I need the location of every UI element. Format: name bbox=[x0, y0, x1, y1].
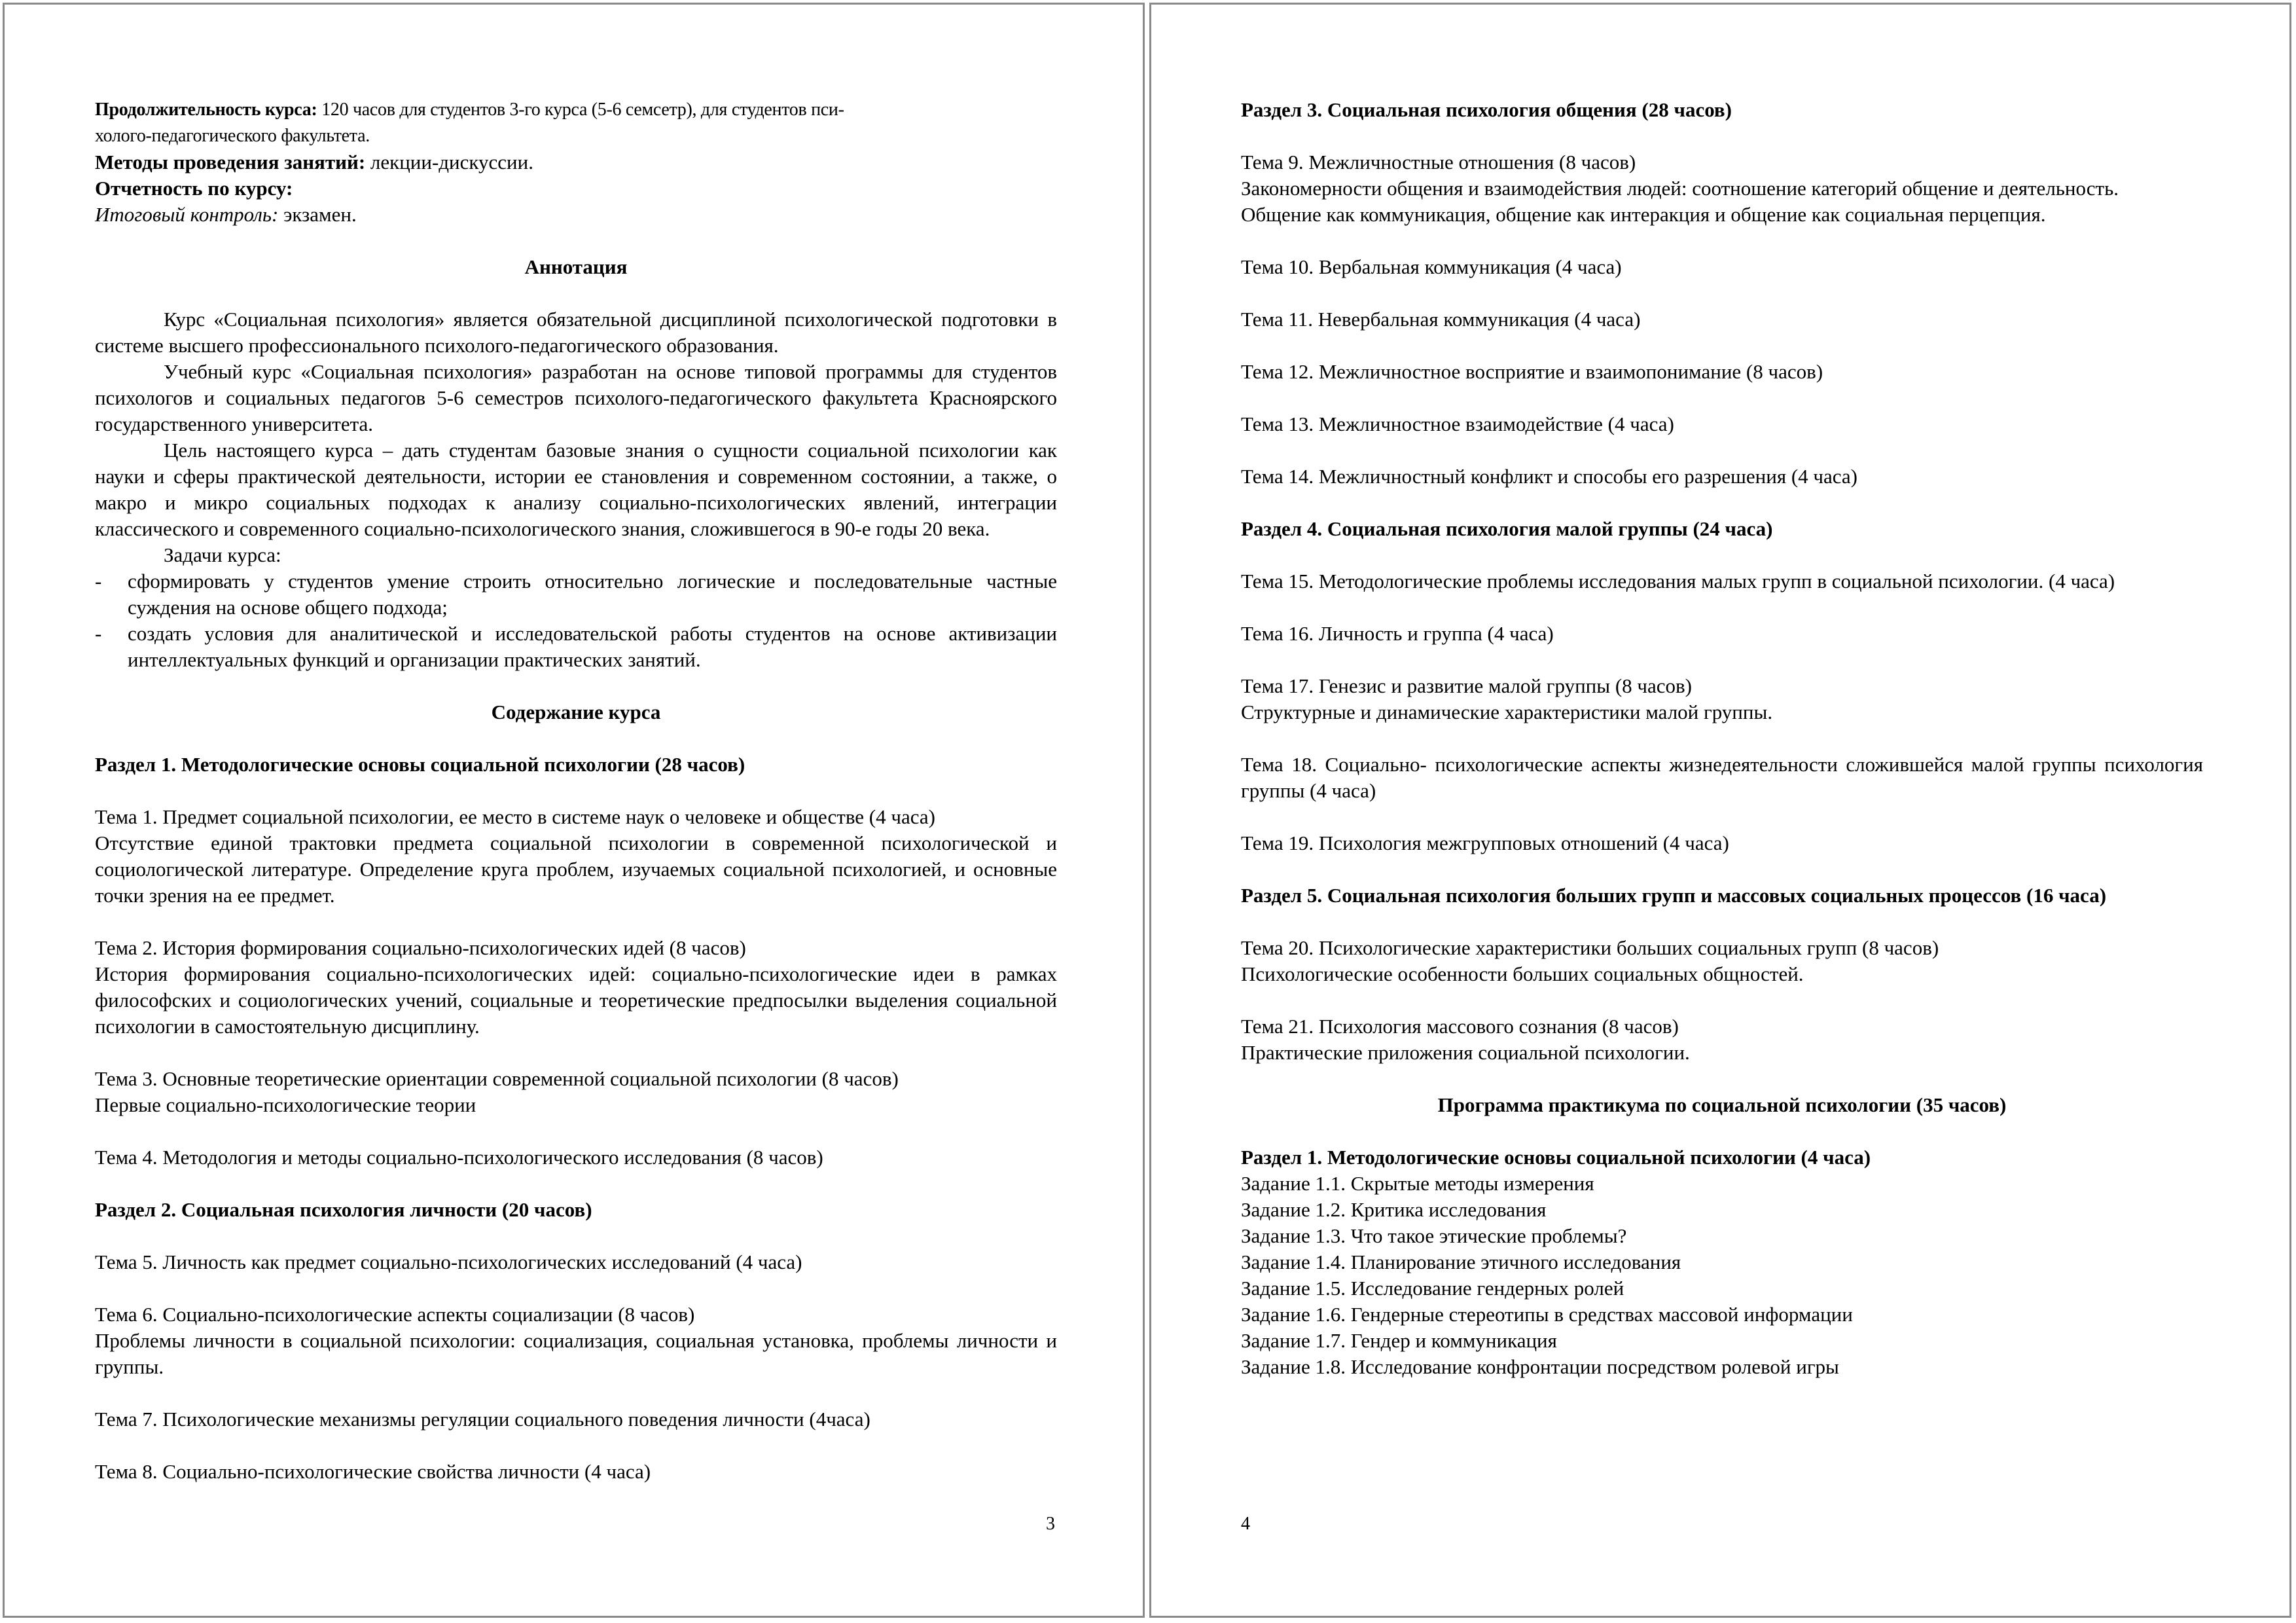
topic-17-description: Структурные и динамические характеристики малой группы. bbox=[1241, 701, 1773, 723]
practicum-heading: Программа практикума по социальной психологии (35 часов) bbox=[1437, 1093, 2007, 1116]
topic-19-title: Тема 19. Психология межгрупповых отношений (4 часа) bbox=[1241, 831, 1729, 854]
annotation-heading: Аннотация bbox=[524, 255, 628, 278]
course-duration-continued: холого-педагогического факультета. bbox=[95, 126, 370, 146]
teaching-methods bbox=[95, 149, 1057, 175]
topic-13-title: Тема 13. Межличностное взаимодействие (4 часа) bbox=[1241, 412, 1674, 435]
topic-4-title: Тема 4. Методология и методы социально-психологического исследования (8 часов) bbox=[95, 1146, 823, 1169]
topic-15-title: Тема 15. Методологические проблемы исследования малых групп в социальной психологии. (4 часа) bbox=[1241, 570, 2115, 593]
topic-18-title: Тема 18. Социально- психологические аспекты жизнедеятельности сложившейся малой группы психология группы (4 часа) bbox=[1241, 753, 2203, 802]
assignment-item: Задание 1.1. Скрытые методы измерения bbox=[1241, 1172, 1594, 1195]
topic-9-description-2: Общение как коммуникация, общение как интеракция и общение как социальная перцепция. bbox=[1241, 203, 2046, 226]
topic-9-description-1: Закономерности общения и взаимодействия людей: соотношение категорий общение и деятельность. bbox=[1241, 177, 2119, 200]
right-page-content bbox=[1241, 97, 2203, 1380]
section-5-heading: Раздел 5. Социальная психология больших групп и массовых социальных процессов (16 часа) bbox=[1241, 884, 2107, 907]
topic-21-title: Тема 21. Психология массового сознания (8 часов) bbox=[1241, 1015, 1679, 1038]
topic-20-description: Психологические особенности больших социальных общностей. bbox=[1241, 962, 1804, 985]
topic-14-title: Тема 14. Межличностный конфликт и способы его разрешения (4 часа) bbox=[1241, 465, 1857, 488]
assignment-item: Задание 1.4. Планирование этичного исследования bbox=[1241, 1250, 1681, 1273]
topic-1-description: Отсутствие единой трактовки предмета социальной психологии в современной психологической и социологической литературе. Определение круга проблем, изучаемых социальной психологией, и основные точки зрения на ее предмет. bbox=[95, 831, 1057, 907]
final-control-label: Итоговый контроль: bbox=[95, 203, 279, 226]
dash-bullet: - bbox=[95, 622, 102, 645]
page-number-left: 3 bbox=[1046, 1514, 1055, 1534]
left-page-content bbox=[95, 97, 1057, 1485]
topic-3-title: Тема 3. Основные теоретические ориентации современной социальной психологии (8 часов) bbox=[95, 1067, 899, 1090]
annotation-paragraph-3: Цель настоящего курса – дать студентам базовые знания о сущности социальной психологии как науки и сферы практической деятельности, истории ее становления и современном состоянии, а также, о макро и микро социальных подходах к анализу социально-психологических явлений, интеграции классического и современного социально-психологического знания, сложившегося в 90-е годы 20 века. bbox=[95, 439, 1057, 540]
section-1-heading: Раздел 1. Методологические основы социальной психологии (28 часов) bbox=[95, 753, 745, 776]
section-3-heading: Раздел 3. Социальная психология общения (28 часов) bbox=[1241, 98, 1732, 121]
topic-3-description: Первые социально-психологические теории bbox=[95, 1093, 476, 1116]
topic-17-title: Тема 17. Генезис и развитие малой группы (8 часов) bbox=[1241, 674, 1692, 697]
topic-7-title: Тема 7. Психологические механизмы регуляции социального поведения личности (4часа) bbox=[95, 1408, 870, 1431]
topic-8-title: Тема 8. Социально-психологические свойства личности (4 часа) bbox=[95, 1460, 651, 1483]
topic-1-title: Тема 1. Предмет социальной психологии, ее место в системе наук о человеке и обществе (4 часа) bbox=[95, 805, 935, 828]
course-content-heading: Содержание курса bbox=[491, 701, 661, 723]
course-reporting-label: Отчетность по курсу: bbox=[95, 177, 293, 200]
assignment-item: Задание 1.2. Критика исследования bbox=[1241, 1198, 1547, 1221]
annotation-paragraph-1: Курс «Социальная психология» является обязательной дисциплиной психологической подготовки в системе высшего профессионального психолого-педагогического образования. bbox=[95, 308, 1057, 357]
topic-6-title: Тема 6. Социально-психологические аспекты социализации (8 часов) bbox=[95, 1303, 695, 1326]
topic-10-title: Тема 10. Вербальная коммуникация (4 часа) bbox=[1241, 255, 1622, 278]
topic-5-title: Тема 5. Личность как предмет социально-психологических исследований (4 часа) bbox=[95, 1250, 802, 1273]
assignment-item: Задание 1.5. Исследование гендерных ролей bbox=[1241, 1277, 1624, 1300]
assignment-item: Задание 1.3. Что такое этические проблемы? bbox=[1241, 1224, 1627, 1247]
assignment-item: Задание 1.8. Исследование конфронтации посредством ролевой игры bbox=[1241, 1355, 1839, 1378]
practicum-section-1-heading: Раздел 1. Методологические основы социальной психологии (4 часа) bbox=[1241, 1146, 1871, 1169]
topic-21-description: Практические приложения социальной психологии. bbox=[1241, 1041, 1690, 1064]
task-item-1-text: сформировать у студентов умение строить относительно логические и последовательные частные суждения на основе общего подхода; bbox=[128, 570, 1057, 619]
course-duration-label: Продолжительность курса: bbox=[95, 100, 317, 120]
annotation-paragraph-2: Учебный курс «Социальная психология» разработан на основе типовой программы для студентов психологов и социальных педагогов 5-6 семестров психолого-педагогического факультета Красноярского государственного университета. bbox=[95, 360, 1057, 435]
assignment-item: Задание 1.7. Гендер и коммуникация bbox=[1241, 1329, 1557, 1352]
tasks-label: Задачи курса: bbox=[164, 543, 281, 566]
topic-12-title: Тема 12. Межличностное восприятие и взаимопонимание (8 часов) bbox=[1241, 360, 1823, 383]
page-number-right: 4 bbox=[1241, 1514, 1250, 1534]
teaching-methods-label: Методы проведения занятий: bbox=[95, 151, 366, 173]
topic-2-title: Тема 2. История формирования социально-психологических идей (8 часов) bbox=[95, 936, 746, 959]
final-control-text: экзамен. bbox=[278, 203, 357, 226]
topic-9-title: Тема 9. Межличностные отношения (8 часов) bbox=[1241, 151, 1636, 173]
topic-11-title: Тема 11. Невербальная коммуникация (4 часа) bbox=[1241, 308, 1641, 331]
topic-20-title: Тема 20. Психологические характеристики больших социальных групп (8 часов) bbox=[1241, 936, 1939, 959]
topic-16-title: Тема 16. Личность и группа (4 часа) bbox=[1241, 622, 1554, 645]
task-item-2-text: создать условия для аналитической и исследовательской работы студентов на основе активизации интеллектуальных функций и организации практических занятий. bbox=[128, 622, 1057, 671]
task-item-2 bbox=[95, 621, 1057, 673]
teaching-methods-text: лекции-дискуссии. bbox=[365, 151, 533, 173]
dash-bullet: - bbox=[95, 570, 102, 593]
course-duration bbox=[95, 97, 1057, 123]
section-2-heading: Раздел 2. Социальная психология личности (20 часов) bbox=[95, 1198, 592, 1221]
final-control bbox=[95, 202, 1057, 228]
section-4-heading: Раздел 4. Социальная психология малой группы (24 часа) bbox=[1241, 517, 1773, 540]
task-item-1 bbox=[95, 568, 1057, 621]
topic-2-description: История формирования социально-психологических идей: социально-психологические идеи в рамках философских и социологических учений, социальные и теоретические предпосылки выделения социальной психологии в самостоятельную дисциплину. bbox=[95, 962, 1057, 1038]
assignment-item: Задание 1.6. Гендерные стереотипы в средствах массовой информации bbox=[1241, 1303, 1853, 1326]
course-duration-text: 120 часов для студентов 3-го курса (5-6 семсетр), для студентов пси- bbox=[321, 100, 844, 120]
topic-6-description: Проблемы личности в социальной психологии: социализация, социальная установка, проблемы личности и группы. bbox=[95, 1329, 1057, 1378]
